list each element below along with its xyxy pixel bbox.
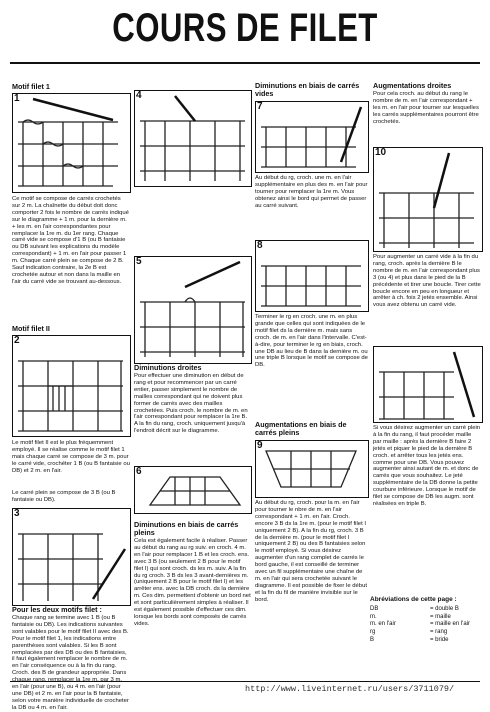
abbreviation-row: m. en l'air = maille en l'air	[370, 621, 470, 628]
text-motif1: Ce motif se compose de carrés crochetés sur 2 m. La chaînette du début doit donc comporter 2 fois le nombre de carrés indiqué sur le diagramme + 1 m. pour la dernière m. + les m. en l'air correspondantes pour remplacer la 1re m. du 1er rang. Chaque carré vide se compose d'1 B (ou B fantaisie ou DB suivant les explications du modèle correspondant) + 1 m. en l'air pour passer 1 m. Chaque carré plein se compose de 2 B. Sauf indication contraire, la 2e B est crochetée autour et non dans la maille en l'air du carré vide se trouvant au-dessous.	[12, 196, 129, 285]
figure-8	[255, 240, 369, 312]
abbreviation-row: rg = rang	[370, 629, 448, 636]
figure-number: 4	[136, 90, 142, 101]
figure-9	[255, 440, 369, 498]
text-aug-droites: Pour cela croch. au début du rang le nombre de m. en l'air correspondant + les m. en l'air pour tourner sur lesquelles les carrés supplémentaires pourront être crochetés.	[373, 91, 479, 125]
title-rule	[10, 62, 480, 64]
mesh-diagram-icon	[13, 94, 130, 192]
text-aug-droites2: Pour augmenter un carré vide à la fin du rang, croch. après la dernière B le nombre de m. en l'air correspondant plus 3 (ou 4) et plus dans le pied de la B précédente et tirer une boucle. Tirer cette boucle encore en peu en longueur et arrêter à ch. fois 2 jetés ensemble. Ainsi vous avez obtenu un carré vide.	[373, 254, 481, 309]
abbreviation-heading: Abréviations de cette page :	[370, 596, 457, 603]
figure-number: 3	[14, 508, 20, 519]
heading-aug-pleins: Augmentations en biais de carrés pleins	[255, 420, 347, 437]
footer-rule	[10, 681, 480, 682]
figure-6	[134, 466, 252, 514]
heading-motif2: Motif filet II	[12, 324, 50, 333]
abbreviation-table	[370, 596, 480, 645]
figure-number: 1	[14, 93, 20, 104]
figure-number: 9	[257, 440, 263, 451]
heading-motif1: Motif filet 1	[12, 82, 50, 91]
figure-number: 10	[375, 147, 387, 158]
text-deux-motifs: Chaque rang se termine avec 1 B (ou B fantaisie ou DB). Les indications suivantes sont valables pour le motif filet II avec des B. Pour le motif filet 1, les indications entre parenthèses sont valables. Si les B sont remplacées par des DB ou des B fantaisies, il faut également remplacer le nombre de m. en l'air conséquence ou à la fin du rang. Croch. des B de grandeur appropriée. Dans en l'air (pour une B), ou 4 m. en l'air (pour une DB) et 2 m. en l'air pour la B fantaisie, selon votre manière individuelle de crocheter la DB ou 4 m. en l'air.	[12, 615, 129, 711]
figure-number: 6	[136, 466, 142, 477]
text-deux-motifs-cont	[133, 187, 250, 257]
text-aug-droites3: Si vous désirez augmenter un carré plein à la fin du rang, il faut procéder maille par maille : après la dernière B faire 2 jetés et piquer le pied de la dernière B croch. et arrêter tous les jetés ens. comme pour une DB. Vous pouvez augmenter ainsi autant de m. et donc de carrés que vous souhaitez. Le jeté supplémentaire de la DB donne la petite courbure inférieure. Lorsque le motif de filet se compose de DB les augm. sont réalisées en triple B.	[373, 425, 481, 507]
figure-1	[12, 93, 131, 193]
text-biais-vides-dim2: Terminer le rg en croch. une m. en plus grande que celles qui sont indiquées de le motif filet ds la dernière m. mais sans croch. de m. en l'air dans l'intervalle. C'est-à-dire, pour terminer le rg en biais, croch. une DB au lieu de B dans la dernière m. ou une triple B lorsque le motif se compose de DB.	[255, 314, 368, 369]
page-title: COURS DE FILET	[112, 6, 378, 50]
figure-3	[12, 508, 131, 606]
heading-biais-pleins-dim: Diminutions en biais de carrés pleins	[134, 520, 239, 537]
figure-2	[12, 335, 131, 437]
footer-url[interactable]: http://www.liveinternet.ru/users/3711079/	[245, 684, 455, 694]
text-motif2: Le motif filet II est le plus fréquemment employé. Il se réalise comme le motif filet 1 mais chaque carré se compose de 3 m. pour le carré vide, crochéter 1 B (ou B fantaisie ou DB) et 2 m. en l'air.	[12, 440, 130, 474]
figure-number: 7	[257, 101, 263, 112]
text-biais-vides-dim: Au début du rg, croch. une m. en l'air supplémentaire en plus des m. en l'air pour tourner pour remplacer la 1re m. Vous obtenez ainsi le bord qui permet de passer au carré suivant.	[255, 175, 368, 209]
heading-aug-droites: Augmentations droites	[373, 81, 452, 90]
text-droites: Pour effectuer une diminution en début de rang et pour recommencer par un carré entier, passer simplement le nombre de mailles correspondant qui ne doivent plus former de carrés avec des mailles crochetées. Puis croch. le nombre de m. en l'air correspondant pour remplacer la 1re B. A la fin du rang, croch. uniquement jusqu'à l'endroit décrit sur le diagramme.	[134, 373, 248, 435]
heading-droites: Diminutions droites	[134, 363, 202, 372]
heading-biais-vides-dim: Diminutions en biais de carrés vides	[255, 81, 360, 98]
figure-number: 8	[257, 240, 263, 251]
text-aug-pleins: Au début du rg, croch. pour la m. en l'air pour tourner le nbre de m. en l'air correspondant + 1 m. en l'air. Croch. encore 3 B ds la 1re m. (pour le motif filet I uniquement 2 B). A la fin du rg, croch. 3 B de la dernière m. (pour le motif filet I uniquement 2 B) ou des B fantaisies selon le motif employé. Si vous désirez augmenter d'un rang complet de carrés le bord gauche, il est conseillé de terminer avec un fil supplémentaire une chaîne de m. en l'air qui sera crochetée suivant le diagramme. Il est possible de fixer le début et la fin du fil de manière invisible sur le bord.	[255, 500, 367, 603]
figure-number: 5	[136, 256, 142, 267]
figure-7	[255, 101, 369, 173]
abbreviation-row: DB = double B	[370, 605, 459, 612]
text-motif2b: Le carré plein se compose de 3 B (ou B fantaisie ou DB).	[12, 490, 116, 503]
figure-11	[373, 346, 483, 423]
heading-deux-motifs: Pour les deux motifs filet :	[12, 605, 102, 614]
abbreviation-row: B = bride	[370, 636, 449, 643]
figure-4	[134, 90, 252, 187]
figure-10	[373, 147, 483, 252]
abbreviation-row: m. = maille	[370, 613, 451, 620]
text-biais-pleins-dim: Cela est également facile à réaliser. Passer au début du rang au rg suiv. en croch. 4 m. en l'air pour remplacer 1 B et les croch. ens. avec 3 B (ou seulement 2 B pour le motif filet I) qui sont croch. ds les m. suiv. A la fin du rg croch. 3 B ds les 3 avant-dernières m. (uniquement 2 B pour le motif filet I) et les arrêter ens. avec la DB croch. ds la dernière m. Ces dim. permettent d'obtenir un bord net et sont particulièrement simples à réaliser. Il est également possible d'effectuer ces dim. lorsque les bords sont composés de carrés vides.	[134, 538, 251, 627]
figure-number: 2	[14, 335, 20, 346]
figure-5	[134, 256, 252, 364]
